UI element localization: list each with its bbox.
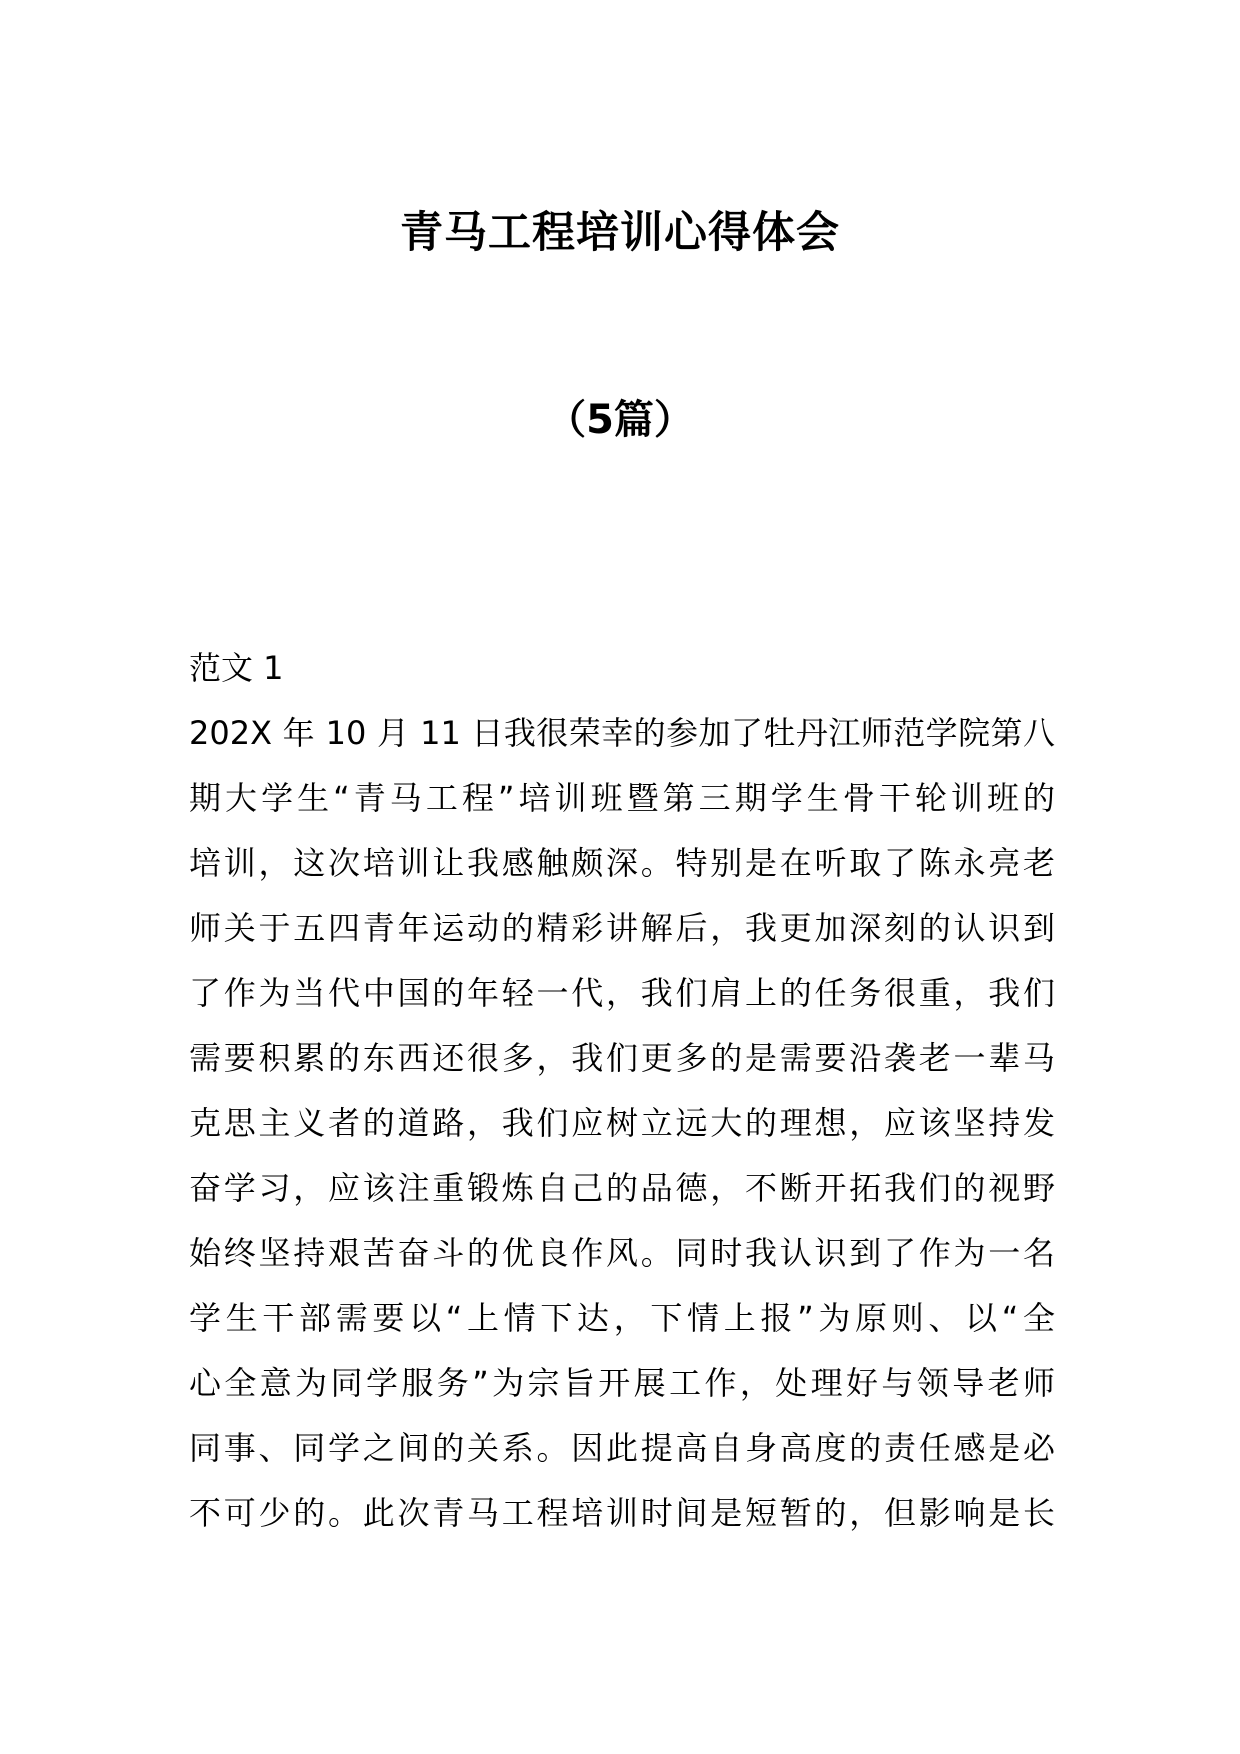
- document-subtitle: （5篇）: [546, 397, 694, 443]
- body-line: 需要积累的东西还很多，我们更多的是需要沿袭老一辈马: [189, 1039, 1055, 1077]
- body-line: 始终坚持艰苦奋斗的优良作风。同时我认识到了作为一名: [189, 1234, 1055, 1272]
- section-label: 范文 1: [189, 649, 284, 687]
- body-line: 学生干部需要以“上情下达，下情上报”为原则、以“全: [189, 1299, 1055, 1337]
- body-line: 培训，这次培训让我感触颇深。特别是在听取了陈永亮老: [189, 844, 1055, 882]
- body-line: 期大学生“青马工程”培训班暨第三期学生骨干轮训班的: [189, 779, 1055, 817]
- body-line: 202X 年 10 月 11 日我很荣幸的参加了牡丹江师范学院第八: [189, 714, 1055, 752]
- body-line: 克思主义者的道路，我们应树立远大的理想，应该坚持发: [189, 1104, 1055, 1142]
- body-line: 同事、同学之间的关系。因此提高自身高度的责任感是必: [189, 1429, 1055, 1467]
- body-line: 奋学习，应该注重锻炼自己的品德，不断开拓我们的视野: [189, 1169, 1055, 1207]
- body-line: 不可少的。此次青马工程培训时间是短暂的，但影响是长: [189, 1494, 1055, 1532]
- body-line: 师关于五四青年运动的精彩讲解后，我更加深刻的认识到: [189, 909, 1055, 947]
- document-title: 青马工程培训心得体会: [400, 208, 840, 258]
- body-line: 了作为当代中国的年轻一代，我们肩上的任务很重，我们: [189, 974, 1055, 1012]
- body-line: 心全意为同学服务”为宗旨开展工作，处理好与领导老师: [189, 1364, 1055, 1402]
